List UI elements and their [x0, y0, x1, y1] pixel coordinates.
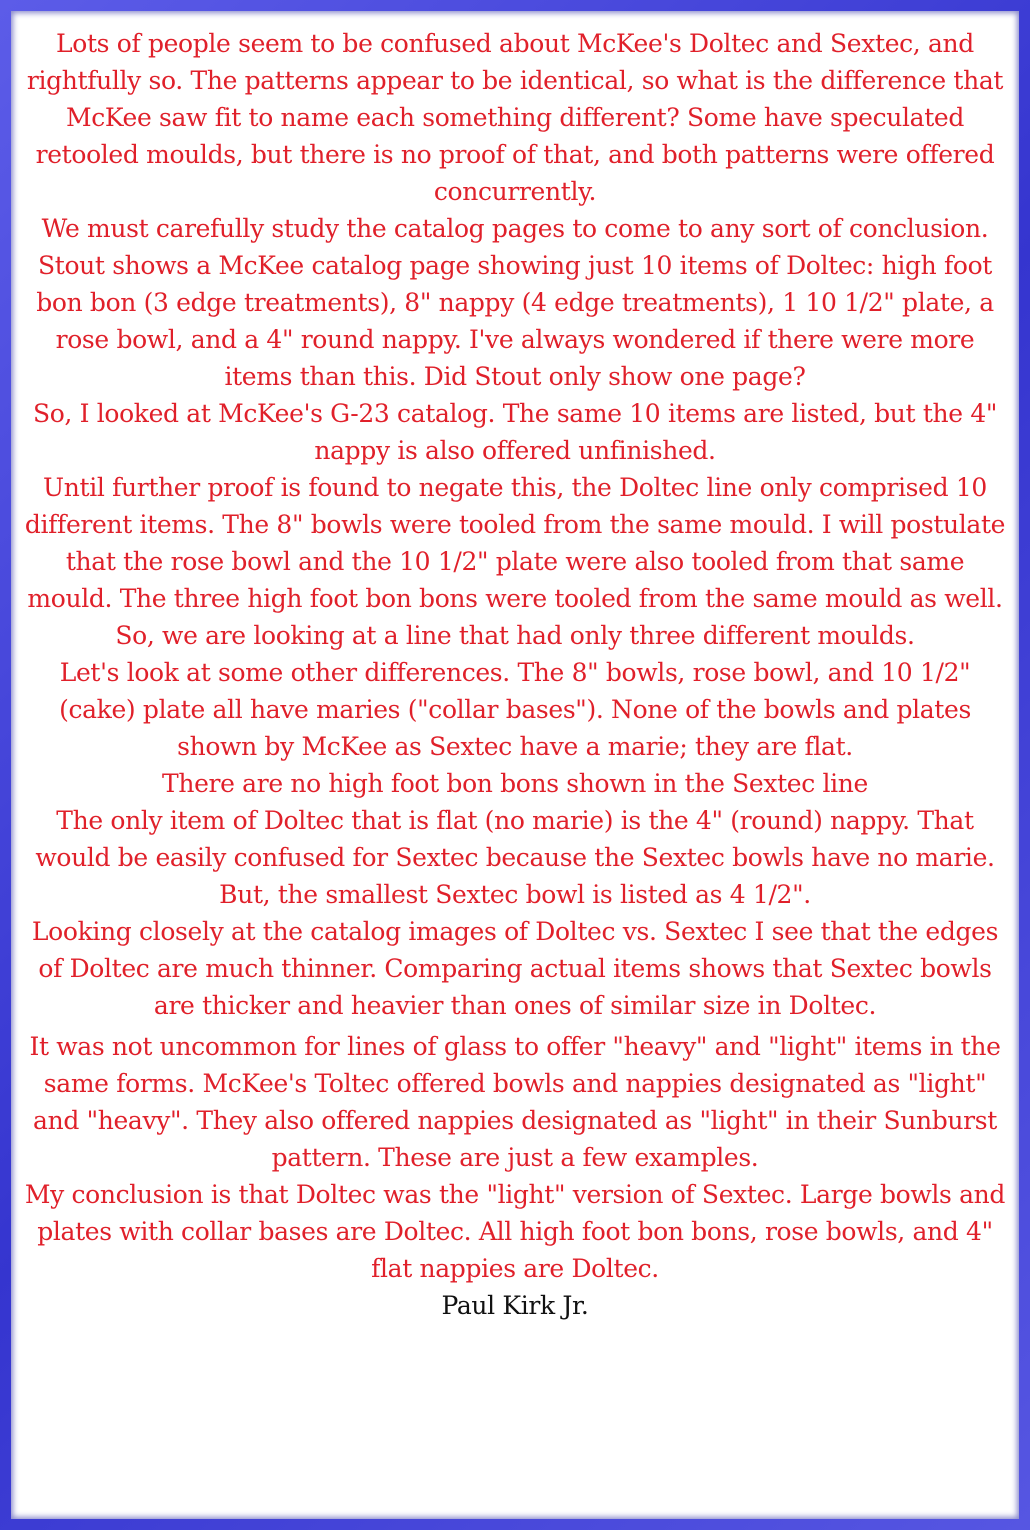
author-signature: Paul Kirk Jr. [441, 1291, 589, 1320]
paragraph-conclusion: My conclusion is that Doltec was the "light" version of Sextec. Large bowls and plates with collar bases are Doltec. All high foot bon bons, rose bowls, and 4" flat nappies are Doltec. [24, 1180, 1006, 1283]
paragraph-flat-nappy: The only item of Doltec that is flat (no marie) is the 4" (round) nappy. That would be easily confused for Sextec because the Sextec bowls have no marie. But, the smallest Sextec bowl is listed as 4 1/2". [35, 806, 995, 909]
paragraph-three-moulds: So, we are looking at a line that had only three different moulds. [115, 621, 915, 650]
paragraph-no-bon-bons: There are no high foot bon bons shown in the Sextec line [162, 769, 868, 798]
paragraph-study-catalog: We must carefully study the catalog pages to come to any sort of conclusion. [41, 214, 989, 243]
article-body [11, 11, 1019, 1519]
paragraph-heavy-light: It was not uncommon for lines of glass to offer "heavy" and "light" items in the same forms. McKee's Toltec offered bowls and nappies designated as "light" and "heavy". They also offered nappies designated as "light" in their Sunburst pattern. These are just a few examples. [29, 1032, 1001, 1172]
paragraph-doltec-items: Until further proof is found to negate this, the Doltec line only comprised 10 different items. The 8" bowls were tooled from the same mould. I will postulate that the rose bowl and the 10 1/2" plate were also tooled from that same mould. The three high foot bon bons were tooled from the same mould as well. [24, 473, 1006, 613]
paragraph-stout-catalog: Stout shows a McKee catalog page showing just 10 items of Doltec: high foot bon bon (3 edge treatments), 8" nappy (4 edge treatments), 1 10 1/2" plate, a rose bowl, and a 4" round nappy. I've always wondered if there were more items than this. Did Stout only show one page? [36, 251, 994, 391]
paragraph-maries: Let's look at some other differences. The 8" bowls, rose bowl, and 10 1/2" (cake) plate all have maries ("collar bases"). None of the bowls and plates shown by McKee as Sextec have a marie; they are flat. [59, 658, 971, 761]
paragraph-g23-catalog: So, I looked at McKee's G-23 catalog. The same 10 items are listed, but the 4" nappy is also offered unfinished. [32, 399, 998, 465]
paragraph-thickness: Looking closely at the catalog images of Doltec vs. Sextec I see that the edges of Doltec are much thinner. Comparing actual items shows that Sextec bowls are thicker and heavier than ones of similar size in Doltec. [31, 917, 999, 1020]
paragraph-intro: Lots of people seem to be confused about McKee's Doltec and Sextec, and rightfully so. The patterns appear to be identical, so what is the difference that McKee saw fit to name each something different? Some have speculated retooled moulds, but there is no proof of that, and both patterns were offered concurrently. [26, 29, 1004, 206]
